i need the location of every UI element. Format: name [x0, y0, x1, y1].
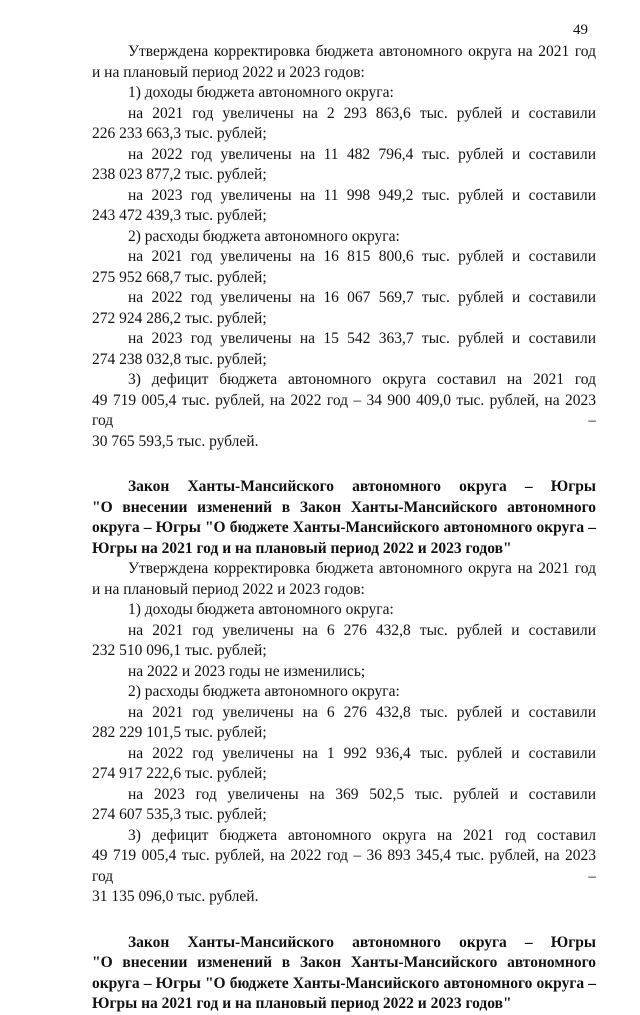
text-line: 232 510 096,1 тыс. рублей; — [92, 642, 267, 659]
text-line: 30 765 593,5 тыс. рублей. — [92, 432, 259, 450]
section-heading-line: Закон Ханты-Мансийского автономного округа – Югры — [128, 478, 596, 495]
text-line: 243 472 439,3 тыс. рублей; — [92, 207, 267, 224]
section-heading-line: округа – Югры "О бюджете Ханты-Мансийского автономного округа – — [92, 519, 596, 536]
text-line: 238 023 877,2 тыс. рублей; — [92, 166, 267, 183]
text-line: 3) дефицит бюджета автономного округа составил на 2021 год — [128, 371, 596, 388]
text-line: и на плановый период 2022 и 2023 годов: — [92, 580, 365, 598]
section-heading-line: Югры на 2021 год и на плановый период 2022 и 2023 годов" — [92, 995, 512, 1012]
text-line: 275 952 668,7 тыс. рублей; — [92, 268, 267, 286]
text-line: 274 607 535,3 тыс. рублей; — [92, 806, 267, 823]
text-line: на 2021 год увеличены на 2 293 863,6 тыс. рублей и составили — [128, 104, 596, 122]
paragraph-gap — [92, 452, 596, 477]
text-line: на 2023 год увеличены на 369 502,5 тыс. рублей и составили — [128, 785, 596, 803]
text-line: 282 229 101,5 тыс. рублей; — [92, 724, 267, 741]
text-line: 31 135 096,0 тыс. рублей. — [92, 888, 259, 905]
text-line: 49 719 005,4 тыс. рублей, на 2022 год – 36 893 345,4 тыс. рублей, на 2023 год – — [92, 847, 596, 885]
text-line: на 2023 год увеличены на 11 998 949,2 тыс. рублей и составили — [128, 186, 596, 204]
text-line: на 2022 год увеличены на 1 992 936,4 тыс. рублей и составили — [128, 744, 596, 762]
section-heading-line: Закон Ханты-Мансийского автономного округа – Югры — [128, 933, 596, 951]
text-line: 272 924 286,2 тыс. рублей; — [92, 309, 267, 327]
text-line: на 2022 и 2023 годы не изменились; — [128, 662, 366, 680]
text-line: 274 238 032,8 тыс. рублей; — [92, 350, 267, 368]
text-line: Утверждена корректировка бюджета автономного округа на 2021 год — [128, 560, 596, 577]
text-line: на 2022 год увеличены на 11 482 796,4 тыс. рублей и составили — [128, 145, 596, 163]
text-line: на 2023 год увеличены на 15 542 363,7 тыс. рублей и составили — [128, 330, 596, 347]
text-line: 49 719 005,4 тыс. рублей, на 2022 год – 34 900 409,0 тыс. рублей, на 2023 год – — [92, 391, 596, 429]
text-line: 1) доходы бюджета автономного округа: — [128, 601, 394, 618]
text-line: 2) расходы бюджета автономного округа: — [128, 683, 400, 700]
text-line: и на плановый период 2022 и 2023 годов: — [92, 63, 365, 81]
text-line: 226 233 663,3 тыс. рублей; — [92, 125, 267, 142]
text-line: на 2022 год увеличены на 16 067 569,7 тыс. рублей и составили — [128, 289, 596, 306]
section-heading-line: Югры на 2021 год и на плановый период 2022 и 2023 годов" — [92, 539, 512, 557]
text-line: на 2021 год увеличены на 16 815 800,6 тыс. рублей и составили — [128, 248, 596, 265]
text-line: Утверждена корректировка бюджета автономного округа на 2021 год — [128, 43, 596, 60]
section-heading-line: округа – Югры "О бюджете Ханты-Мансийского автономного округа – — [92, 974, 596, 992]
paragraph-gap — [92, 908, 596, 933]
text-line: 2) расходы бюджета автономного округа: — [128, 227, 400, 245]
document-body — [92, 42, 596, 1015]
section-heading-line: "О внесении изменений в Закон Ханты-Мансийского автономного — [92, 498, 596, 516]
page-number: 49 — [573, 22, 588, 38]
text-line: 274 917 222,6 тыс. рублей; — [92, 765, 267, 782]
section-heading-line: "О внесении изменений в Закон Ханты-Мансийского автономного — [92, 954, 596, 971]
text-line: на 2021 год увеличены на 6 276 432,8 тыс. рублей и составили — [128, 621, 596, 639]
text-line: на 2021 год увеличены на 6 276 432,8 тыс. рублей и составили — [128, 703, 596, 721]
text-line: 1) доходы бюджета автономного округа: — [128, 84, 394, 101]
text-line: 3) дефицит бюджета автономного округа на 2021 год составил — [128, 826, 596, 844]
